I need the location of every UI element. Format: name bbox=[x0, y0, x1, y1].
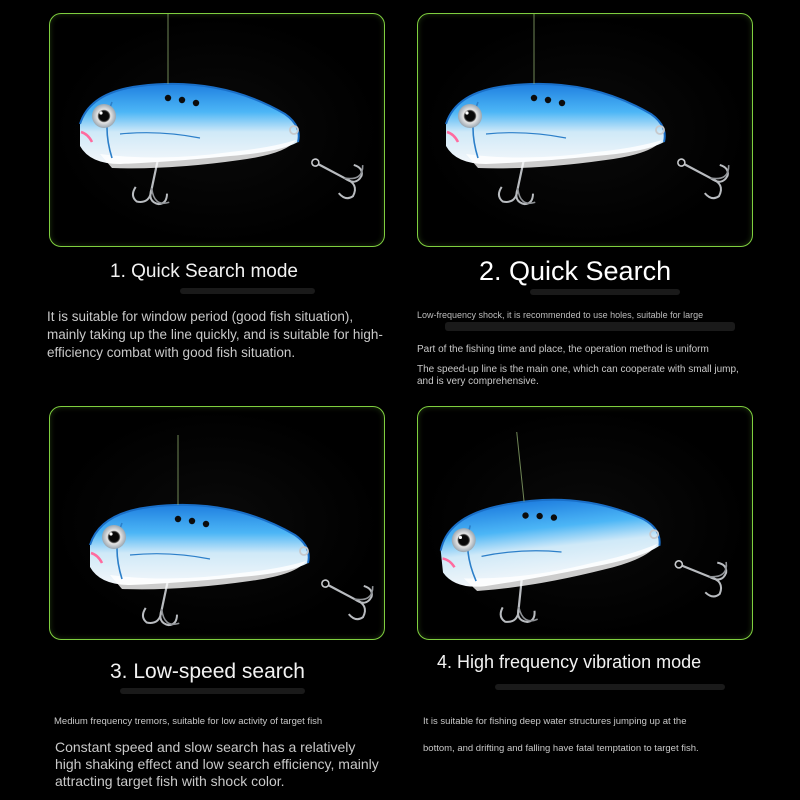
decorative-smudge bbox=[495, 684, 725, 690]
mode-description-1: It is suitable for window period (good fish situation), mainly taking up the line quickly, and is suitable for high-efficiency combat with good fish situation. bbox=[47, 309, 383, 360]
product-image-panel-3 bbox=[49, 406, 385, 640]
mode-description-2-line-3: The speed-up line is the main one, which can cooperate with small jump, and is very comprehensive. bbox=[417, 364, 739, 387]
blue-vib-lure-icon bbox=[50, 14, 384, 246]
decorative-smudge bbox=[530, 289, 680, 295]
mode-description-2-line-2: Part of the fishing time and place, the operation method is uniform bbox=[417, 344, 709, 355]
mode-description-4-line-1: It is suitable for fishing deep water structures jumping up at the bbox=[423, 716, 687, 727]
mode-heading-1: 1. Quick Search mode bbox=[110, 261, 298, 282]
mode-description-3-line-2: Constant speed and slow search has a relatively high shaking effect and low search efficiency, mainly attracting target fish with shock color. bbox=[55, 739, 379, 789]
mode-description-4-line-2: bottom, and drifting and falling have fatal temptation to target fish. bbox=[423, 743, 699, 754]
mode-description-2-line-1: Low-frequency shock, it is recommended to use holes, suitable for large bbox=[417, 310, 704, 320]
product-image-panel-2 bbox=[417, 13, 753, 247]
product-image-panel-4 bbox=[417, 406, 753, 640]
mode-heading-4: 4. High frequency vibration mode bbox=[437, 652, 702, 672]
blue-vib-lure-icon bbox=[50, 407, 384, 639]
mode-heading-2: 2. Quick Search bbox=[479, 256, 672, 286]
blue-vib-lure-icon bbox=[418, 407, 752, 639]
product-image-panel-1 bbox=[49, 13, 385, 247]
decorative-smudge bbox=[180, 288, 315, 294]
decorative-smudge bbox=[445, 322, 735, 331]
decorative-smudge bbox=[120, 688, 305, 694]
mode-heading-3: 3. Low-speed search bbox=[110, 660, 305, 683]
mode-description-3-line-1: Medium frequency tremors, suitable for low activity of target fish bbox=[54, 716, 323, 727]
blue-vib-lure-icon bbox=[418, 14, 752, 246]
